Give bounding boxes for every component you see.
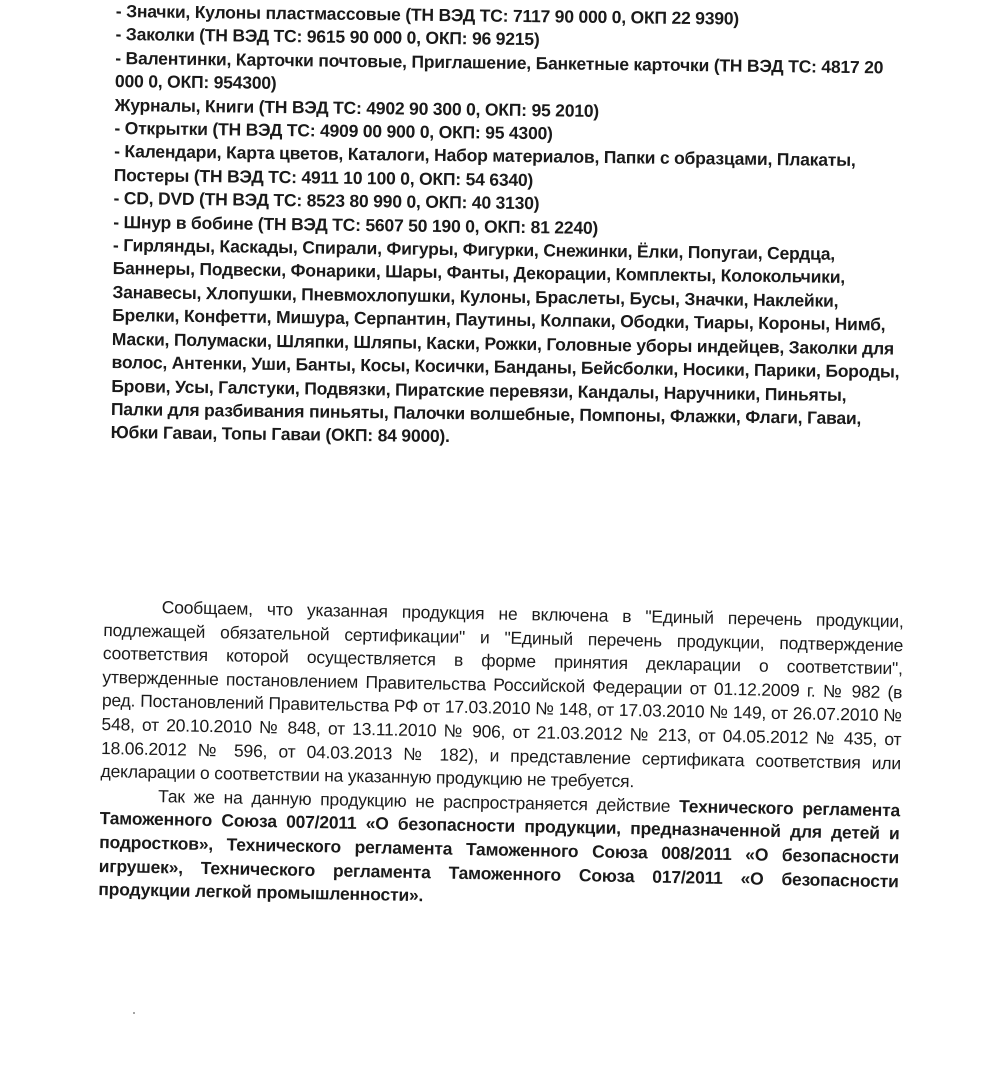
list-item: Журналы, Книги (ТН ВЭД ТС: 4902 90 300 0, ОКП: 95 2010) (114, 94, 600, 121)
list-item: - Гирлянды, Каскады, Спирали, Фигуры, Фигурки, Снежинки, Ёлки, Попугаи, Сердца, Баннеры, Подвески, Фонарики, Шары, Фанты, Декорации, Комплекты, Колокольчики, Занавесы, Хлопушки, Пневмохлопушки, Кулоны, Браслеты, Бусы, Значки, Наклейки, Брелки, Конфетти, Мишура, Серпантин, Паутины, Колпаки, Ободки, Тиары, Короны, Нимб, Маски, Полумаски, Шляпки, Шляпы, Каски, Рожки, Головные уборы индейцев, Заколки для волос, Антенки, Уши, Банты, Косы, Косички, Банданы, Бейсболки, Носики, Парики, Бороды, Брови, Усы, Галстуки, Подвязки, Пиратские перевязи, Кандалы, Наручники, Пиньяты, Палки для разбивания пиньяты, Палочки волшебные, Помпоны, Флажки, Флаги, Гаваи, Юбки Гаваи, Топы Гаваи (ОКП: 84 9000). (110, 235, 900, 447)
regulation-intro: Так же на данную продукцию не распространяется действие (157, 785, 680, 816)
list-item: - Открытки (ТН ВЭД ТС: 4909 00 900 0, ОКП: 95 4300) (114, 118, 553, 144)
list-item: - Валентинки, Карточки почтовые, Приглашение, Банкетные карточки (ТН ВЭД ТС: 4817 20 000 0, ОКП: 954300) (114, 47, 884, 94)
product-list (111, 0, 906, 454)
list-item: - Шнур в бобине (ТН ВЭД ТС: 5607 50 190 0, ОКП: 81 2240) (113, 211, 599, 238)
list-item: - Значки, Кулоны пластмассовые (ТН ВЭД ТС: 7117 90 000 0, ОКП 22 9390) (115, 0, 740, 29)
certification-paragraph: Сообщаем, что указанная продукция не включена в "Единый перечень продукции, подлежащей обязательной сертификации" и "Единый перечень продукции, подтверждение соответствия которой осуществляется в форме принятия декларации о соответствии", утвержденные постановлением Правительства Российской Федерации от 01.12.2009 г. № 982 (в ред. Постановлений Правительства РФ от 17.03.2010 № 148, от 17.03.2010 № 149, от 26.07.2010 № 548, от 20.10.2010 № 848, от 13.11.2010 № 906, от 21.03.2012 № 213, от 04.05.2012 № 435, от 18.06.2012 № 596, от 04.03.2013 № 182), и представление сертификата соответствия или декларации о соответствии на указанную продукцию не требуется. (100, 597, 904, 792)
regulation-paragraph (98, 784, 900, 917)
list-item: - Календари, Карта цветов, Каталоги, Набор материалов, Папки с образцами, Плакаты, Постеры (ТН ВЭД ТС: 4911 10 100 0, ОКП: 54 6340) (113, 141, 856, 190)
list-item: - Заколки (ТН ВЭД ТС: 9615 90 000 0, ОКП: 96 9215) (115, 24, 540, 50)
list-item: - CD, DVD (ТН ВЭД ТС: 8523 80 990 0, ОКП: 40 3130) (113, 188, 540, 214)
scan-speck (133, 1012, 135, 1014)
body-text (98, 595, 904, 917)
regulation-names: Технического регламента Таможенного Союза 007/2011 «О безопасности продукции, предназначенной для детей и подростков», Технического регламента Таможенного Союза 008/2011 «О безопасности игрушек», Технического регламента Таможенного Союза 017/2011 «О безопасности продукции легкой промышленности». (98, 795, 901, 906)
